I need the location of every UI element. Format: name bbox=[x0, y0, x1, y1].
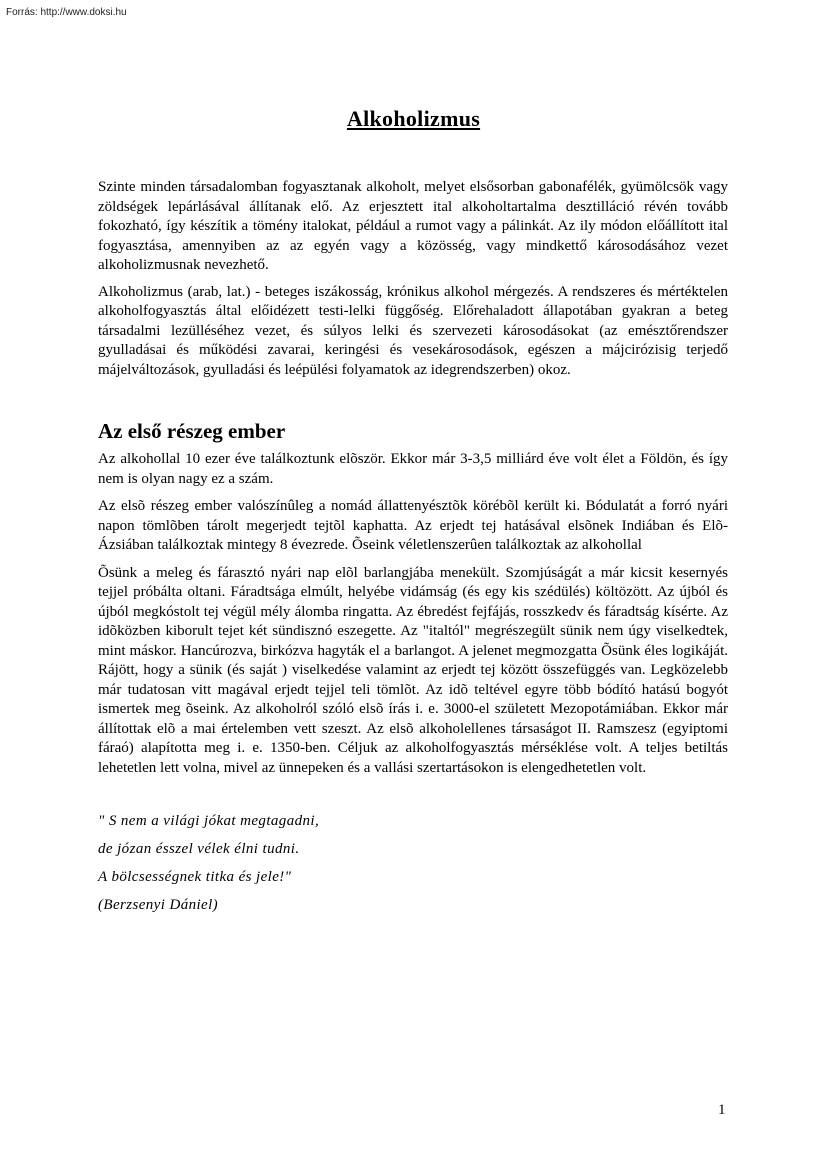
definition-paragraph: Alkoholizmus (arab, lat.) - beteges iszákosság, krónikus alkohol mérgezés. A rendszeres és mértéktelen alkoholfogyasztás által előidézett testi-lelki függőség. Előrehaladott állapotában gyakran a beteg társadalmi lezülléséhez vezet, és súlyos lelki és szervezeti károsodásokat (az emésztőrendszer gyulladásai és működési zavarai, keringési és vesekárosodások, egészen a májcirózisig terjedő májelváltozások, gyulladási és leépülési folyamatok az idegrendszerben) okoz. bbox=[98, 283, 728, 378]
section-paragraph-2: Az elsõ részeg ember valószínûleg a nomád állattenyésztõk körébõl került ki. Bódulatát a forró nyári napon tömlõben tárolt megerjedt tejtõl kaphatta. Az erjedt tej hatásával elsõnek Indiában és Elõ-Ázsiában találkoztak mintegy 8 évezrede. Õseink véletlenszerûen találkoztak az alkohollal bbox=[98, 498, 728, 553]
poem-line-2: de józan ésszel vélek élni tudni. bbox=[98, 841, 300, 857]
section-heading: Az első részeg ember bbox=[98, 419, 286, 443]
poem-author: (Berzsenyi Dániel) bbox=[98, 897, 219, 913]
poem-line-3: A bölcsességnek titka és jele!" bbox=[98, 869, 292, 885]
page-number: 1 bbox=[718, 1102, 726, 1118]
document-body bbox=[98, 178, 728, 924]
document-title: Alkoholizmus bbox=[346, 106, 481, 131]
poem-quote bbox=[98, 812, 728, 915]
poem-line-1: " S nem a világi jókat megtagadni, bbox=[98, 813, 320, 829]
section-paragraph-1: Az alkohollal 10 ezer éve találkoztunk elõször. Ekkor már 3-3,5 milliárd éve volt élet a Földön, és így nem is olyan nagy ez a szám. bbox=[98, 451, 728, 487]
intro-paragraph: Szinte minden társadalomban fogyasztanak alkoholt, melyet elsősorban gabonafélék, gyümölcsök vagy zöldségek lepárlásával állítanak elő. Az erjesztett ital alkoholtartalma desztilláció révén tovább fokozható, így készítik a tömény italokat, például a rumot vagy a pálinkát. Az ily módon előállított ital fogyasztása, amennyiben az az egyén vagy a közösség, vagy mindkettő károsodásához vezet alkoholizmusnak nevezhető. bbox=[98, 179, 728, 273]
source-label: Forrás: http://www.doksi.hu bbox=[6, 7, 127, 18]
section-paragraph-3: Õsünk a meleg és fárasztó nyári nap elõl barlangjába menekült. Szomjúságát a már kicsit kesernyés tejjel próbálta oltani. Fáradtsága elmúlt, helyébe vidámság (és egy kis szédülés) költözött. Az újból és újból megkóstolt tej végül mély álomba ringatta. Az ébredést fejfájás, rosszkedv és fáradtság kísérte. Az idõközben kiborult tejet két sündisznó eszegette. Az "italtól" megrészegült sünik nem úgy viselkedtek, mint máskor. Hancúrozva, birkózva hagyták el a barlangot. A jelenet megmozgatta Õsünk éles logikáját. Rájött, hogy a sünik (és saját ) viselkedése valamint az erjedt tej között összefüggés van. Legközelebb már tudatosan vitt magával erjedt tejjel teli tömlõt. Az idõ teltével egyre több bódító hatású bogyót ismertek meg õseink. Az alkoholról szóló elsõ írás i. e. 3000-el született Mezopotámiában. Ekkor már állítottak elõ a mai értelemben vett szeszt. Az elsõ alkoholellenes társaságot II. Ramszesz (egyiptomi fáraó) alapította meg i. e. 1350-ben. Céljuk az alkoholfogyasztás mérséklése volt. A teljes betiltás lehetetlen lett volna, mivel az ünnepeken és a vallási szertartásokon is elengedhetetlen volt. bbox=[98, 564, 728, 776]
